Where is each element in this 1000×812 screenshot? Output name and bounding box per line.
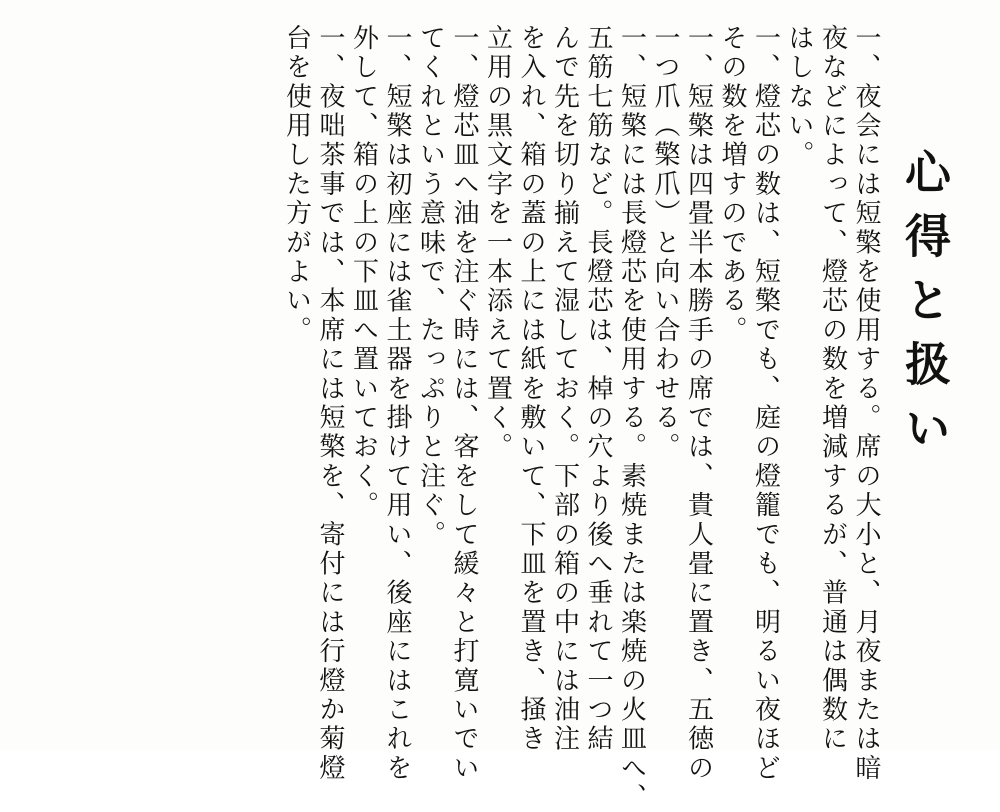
text-line: 外して、箱の上の下皿へ置いておく。 bbox=[348, 24, 379, 521]
text-line: 一、夜会には短檠を使用する。席の大小と、月夜または暗 bbox=[851, 24, 881, 784]
text-line: はしない。 bbox=[784, 24, 814, 170]
text-line: 一、短檠は四畳半本勝手の席では、貴人畳に置き、五徳の bbox=[683, 24, 714, 784]
text-line: 一つ爪（檠爪）と向い合わせる。 bbox=[650, 24, 680, 462]
document-title: 心得と扱い bbox=[898, 148, 952, 468]
text-line: 一、短檠は初座には雀土器を掛けて用い、後座にはこれを bbox=[382, 24, 412, 784]
text-line: 一、燈芯の数は、短檠でも、庭の燈籠でも、明るい夜ほど bbox=[750, 24, 781, 784]
text-line: てくれという意味で、たっぷりと注ぐ。 bbox=[415, 24, 446, 550]
text-line: 五筋七筋など。長燈芯は、棹の穴より後へ垂れて一つ結 bbox=[583, 24, 613, 755]
text-line: 一、夜咄茶事では、本席には短檠を、寄付には行燈か菊燈 bbox=[315, 24, 345, 784]
text-line: 一、短檠には長燈芯を使用する。素焼または楽焼の火皿へ、 bbox=[616, 24, 647, 812]
body-text bbox=[279, 24, 882, 812]
text-line: を入れ、箱の蓋の上には紙を敷いて、下皿を置き、掻き bbox=[516, 24, 546, 754]
text-line: 一、燈芯皿へ油を注ぐ時には、客をして緩々と打寛いでい bbox=[449, 24, 479, 784]
text-line: 台を使用した方がよい。 bbox=[281, 24, 312, 346]
text-line: 夜などによって、燈芯の数を増減するが、普通は偶数に bbox=[817, 24, 848, 754]
text-line: 立用の黒文字を一本添えて置く。 bbox=[482, 24, 513, 462]
text-line: その数を増すのである。 bbox=[717, 24, 747, 346]
text-line: んで先を切り揃えて湿しておく。下部の箱の中には油注 bbox=[549, 24, 580, 754]
